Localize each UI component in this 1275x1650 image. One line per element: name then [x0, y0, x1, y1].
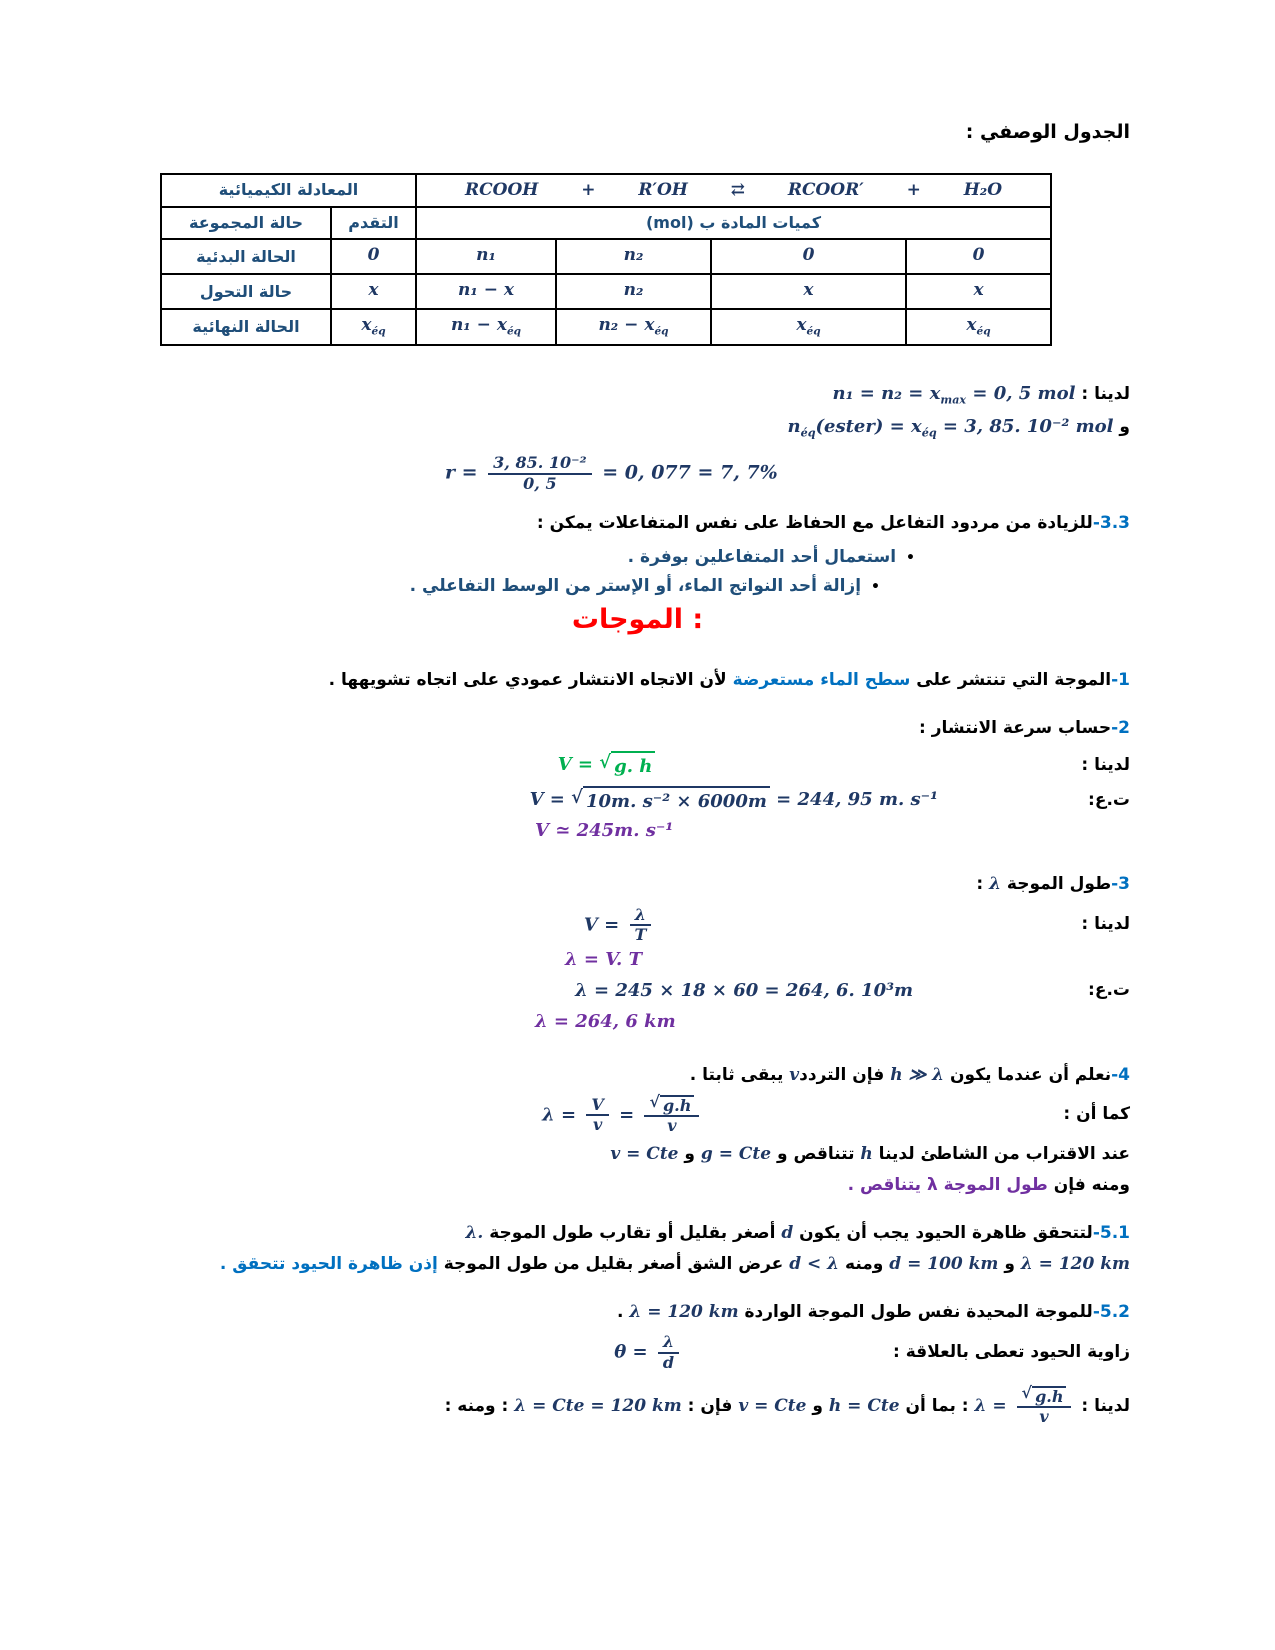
fraction: √ g.h v — [1017, 1386, 1072, 1427]
amount-cell — [556, 274, 711, 309]
numeric-application-label: ت.ع: — [1088, 789, 1130, 810]
math-value: n₂ — [623, 245, 644, 265]
given-label: لدينا : — [1075, 1395, 1130, 1416]
species-h2o: H₂O — [963, 179, 1003, 200]
amount-cell — [416, 274, 556, 309]
item-number: 1- — [1111, 670, 1130, 691]
progress-cell — [331, 239, 416, 274]
inequality: d < λ — [789, 1254, 840, 1275]
lambda-symbol: λ. — [465, 1222, 484, 1243]
math-value: n₁ — [476, 245, 496, 265]
progress-cell — [331, 274, 416, 309]
answer-4: 4-نعلم أن عندما يكون h ≫ λ فإن الترددv يبقى ثابتا . — [689, 1065, 1130, 1086]
formula-ester: $n_{éq}(ester) = x_{éq} = 3$, 85. 10⁻² mol — [787, 415, 1114, 440]
speed-numeric-formula: V = √ 10m. s⁻² × 6000m = 244, 95 m. s⁻¹ — [530, 786, 938, 815]
state-label: الحالة البدئية — [161, 239, 331, 274]
bullet-text: استعمال أحد المتفاعلين بوفرة . — [627, 546, 897, 567]
speed-numeric-line — [145, 786, 1130, 815]
numeric-application-label: ت.ع: — [1088, 980, 1130, 1001]
amount-cell — [416, 309, 556, 344]
answer-1: 1-الموجة التي تنتشر على سطح الماء مستعرضة لأن الاتجاه الانتشار عمودي على اتجاه تشويهها . — [328, 670, 1130, 691]
yield-formula: r = $\frac{\text{3, 85. 10⁻²}}{0, 5}$ = 0, 077 = 7, 7% — [445, 453, 778, 493]
final-line: لدينا : λ = √ g.h v : بما أن h = Cte و v = Cte فإن : λ = Cte = 120 km : ومنه : — [444, 1382, 1130, 1427]
item-number: 4- — [1111, 1065, 1130, 1086]
blue-conclusion: إذن ظاهرة الحيود تتحقق . — [219, 1254, 438, 1275]
equation-row — [161, 174, 1051, 208]
sqrt-sign: √ — [599, 752, 612, 774]
sqrt-expression: √ 10m. s⁻² × 6000m — [571, 786, 770, 815]
slit-width-symbol: d — [781, 1222, 794, 1243]
species-rcoor: RCOOR′ — [787, 179, 864, 200]
math-value: $x_{éq}$ — [361, 315, 386, 338]
math-value: $x_{éq}$ — [966, 315, 991, 338]
conclusion-line: ومنه فإن طول الموجة λ يتناقص . — [847, 1175, 1130, 1196]
sqrt-sign: √ — [571, 787, 583, 809]
bullet-item — [145, 545, 915, 571]
item-number: 5.1- — [1092, 1222, 1130, 1243]
given-label: لدينا : — [1081, 914, 1130, 935]
math-value: 0 — [802, 245, 815, 265]
condition-math: h ≫ λ — [890, 1065, 945, 1086]
speed-given-line — [145, 751, 1130, 780]
state-label: حالة التحول — [161, 274, 331, 309]
answer-2-heading: 2-حساب سرعة الانتشار : — [919, 717, 1130, 738]
sqrt-sign: √ — [649, 1091, 660, 1111]
frequency-symbol: v — [789, 1065, 800, 1086]
given-line-1 — [145, 380, 1130, 409]
math-value: n₂ — [623, 280, 644, 301]
lambda-value: λ = 120 km — [629, 1301, 739, 1322]
amount-cell — [711, 239, 906, 274]
math-value: x — [973, 280, 984, 301]
sqrt-expression: √ g.h — [1022, 1386, 1067, 1406]
section-3-3-line: 3.3-للزيادة من مردود التفاعل مع الحفاظ على نفس المتفاعلات يمكن : — [536, 513, 1130, 534]
wavelength-given-line — [145, 906, 1130, 945]
given-label: لدينا : — [1081, 383, 1130, 404]
bullet-text: إزالة أحد النواتج الماء، أو الإستر من الوسط التفاعلي . — [409, 576, 862, 597]
answer-5-1: 5.1-لتتحقق ظاهرة الحيود يجب أن يكون d أصغر بقليل أو تقارب طول الموجة λ. — [465, 1222, 1130, 1243]
plus-sign: + — [581, 179, 596, 200]
waves-heading: الموجات : — [571, 603, 704, 635]
math-value: 0 — [972, 245, 985, 265]
d-value: d = 100 km — [889, 1254, 999, 1275]
sqrt-expression: √ g.h — [649, 1095, 694, 1115]
lambda-value: λ = 120 km — [1020, 1254, 1130, 1275]
purple-conclusion: طول الموجة λ يتناقص . — [847, 1175, 1048, 1196]
amount-cell — [906, 309, 1051, 344]
g-constant: g = Cte — [700, 1143, 772, 1164]
math-value: 0 — [367, 245, 380, 265]
amount-cell — [556, 309, 711, 344]
h-constant: h = Cte — [828, 1395, 900, 1416]
table-row-final — [161, 309, 1051, 344]
wavelength-result: λ = 264, 6 km — [535, 1011, 676, 1033]
amount-cell — [906, 274, 1051, 309]
chemical-equation — [421, 178, 1046, 204]
speed-result: V ≃ 245m. s⁻¹ — [535, 820, 674, 842]
given-line-2 — [145, 413, 1130, 442]
bullet-item — [145, 574, 880, 600]
table-row-transform — [161, 274, 1051, 309]
math-value: $n_1 - x_{éq}$ — [450, 315, 522, 338]
species-rcooh: RCOOH — [465, 179, 539, 200]
shore-approach-line: عند الاقتراب من الشاطئ لدينا h تتناقص و g = Cte و v = Cte — [610, 1143, 1130, 1164]
bullet-icon: • — [871, 579, 880, 596]
relation-label: زاوية الحيود تعطى بالعلاقة : — [893, 1341, 1130, 1362]
table-row-initial — [161, 239, 1051, 274]
answer-3-heading: 3-طول الموجة λ : — [976, 874, 1130, 895]
sqrt-sign: √ — [1021, 1382, 1033, 1402]
page-title: الجدول الوصفي : — [965, 121, 1130, 143]
plus-sign: + — [906, 179, 921, 200]
depth-symbol: h — [860, 1143, 873, 1164]
equation-label-cell: المعادلة الكيميائية — [161, 174, 416, 208]
speed-formula: V = √ g. h — [558, 751, 656, 780]
lambda-fraction-formula: λ = $\frac{V}{v}$ = √ g.h v — [542, 1095, 703, 1136]
lambda-symbol: λ — [989, 874, 1001, 895]
given-label: لدينا : — [1081, 754, 1130, 775]
as-label: كما أن : — [1063, 1104, 1130, 1125]
wavelength-relation: λ = V. T — [565, 949, 642, 971]
amount-cell — [711, 274, 906, 309]
progress-header: التقدم — [331, 207, 416, 239]
math-value: x — [368, 280, 379, 301]
fraction: √ g.h v — [644, 1095, 699, 1136]
bullet-icon: • — [906, 549, 915, 566]
formula-amounts: $n_1 = n_2 = x_{max} = 0$, 5 mol — [832, 382, 1076, 407]
math-value: $n_2 - x_{éq}$ — [598, 315, 669, 338]
state-label: الحالة النهائية — [161, 309, 331, 344]
fraction: $\frac{\lambda}{T}$ — [629, 906, 651, 945]
lambda-sqrt-fraction: λ = √ g.h v — [975, 1396, 1076, 1416]
wavelength-formula: V = $\frac{\lambda}{T}$ — [584, 906, 656, 945]
equilibrium-arrow-icon: ⇄ — [730, 179, 745, 200]
amount-cell — [711, 309, 906, 344]
answer-5-2: 5.2-للموجة المحيدة نفس طول الموجة الواردة λ = 120 km . — [617, 1301, 1130, 1322]
section-number: 3.3- — [1092, 513, 1130, 534]
fraction: $\frac{\text{3, 85. 10⁻²}}{0, 5}$ — [488, 454, 591, 493]
group-state-header: حالة المجموعة — [161, 207, 331, 239]
and-word: و — [1119, 416, 1130, 437]
item-number: 2- — [1111, 717, 1130, 738]
sqrt-expression: √ g. h — [599, 751, 655, 780]
math-value: x — [803, 280, 814, 301]
advancement-table — [160, 173, 1052, 346]
chemical-equation-cell — [416, 174, 1051, 208]
math-value: n₁ − x — [457, 280, 515, 301]
item-number: 3- — [1111, 874, 1130, 895]
frequency-constant: v = Cte — [738, 1395, 807, 1416]
fraction: $\frac{\lambda}{d}$ — [658, 1333, 679, 1372]
table-header-row — [161, 207, 1051, 239]
lambda-constant-value: λ = Cte = 120 km — [514, 1395, 682, 1416]
diffraction-angle-line — [145, 1333, 1130, 1372]
math-value: $x_{éq}$ — [796, 315, 821, 338]
amounts-header: كميات المادة ب (mol) — [416, 207, 1051, 239]
wavelength-numeric-formula: λ = 245 × 18 × 60 = 264, 6. 10³m — [575, 980, 914, 1002]
amount-cell — [416, 239, 556, 274]
fraction: $\frac{V}{v}$ — [586, 1096, 608, 1135]
highlighted-answer: سطح الماء مستعرضة — [732, 670, 911, 691]
amount-cell — [556, 239, 711, 274]
progress-cell — [331, 309, 416, 344]
theta-formula: θ = $\frac{\lambda}{d}$ — [614, 1333, 683, 1372]
wavelength-numeric-line — [145, 977, 1130, 1004]
species-roh: R′OH — [638, 179, 688, 200]
item-number: 5.2- — [1092, 1301, 1130, 1322]
kama-line — [145, 1091, 1130, 1136]
frequency-constant: v = Cte — [610, 1143, 679, 1164]
answer-5-1-values: λ = 120 km و d = 100 km ومنه d < λ عرض الشق أصغر بقليل من طول الموجة إذن ظاهرة الحيود تتحقق . — [219, 1254, 1130, 1275]
amount-cell — [906, 239, 1051, 274]
